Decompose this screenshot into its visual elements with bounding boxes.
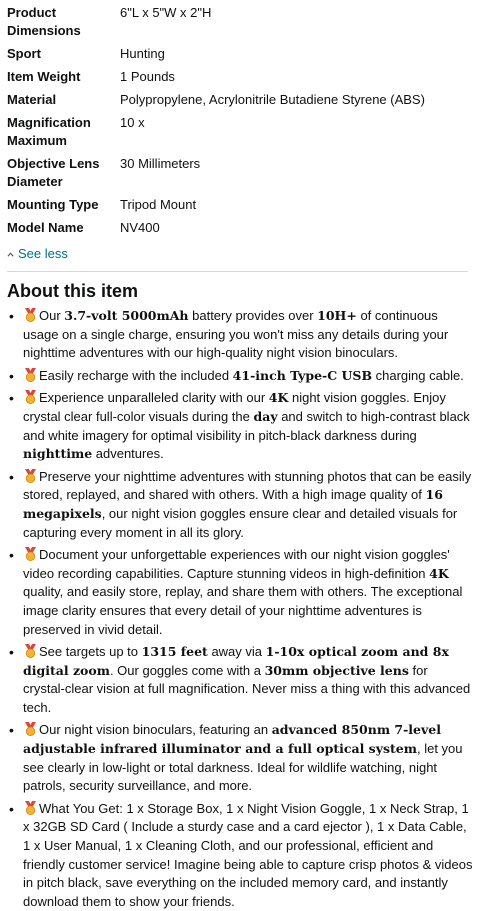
section-divider (7, 271, 468, 272)
bullet-text: for crystal-clear vision at full magnification. Never miss a thing with this advanced tech. (23, 662, 471, 715)
about-bullet (23, 367, 473, 386)
bullet-text: Experience unparalleled clarity with our (39, 390, 269, 406)
spec-value: Tripod Mount (120, 197, 197, 212)
bullet-text: Document your unforgettable experiences with our night vision goggles' video recording capabilities. Capture stunning videos in high-definition (23, 547, 450, 581)
bullet-highlight: nighttime (23, 446, 93, 462)
spec-value: Polypropylene, Acrylonitrile Butadiene Styrene (ABS) (120, 92, 425, 107)
bullet-highlight: 4K (429, 565, 449, 581)
about-bullet (23, 721, 473, 795)
bullet-highlight: advanced 850nm 7-level adjustable infrared illuminator and a full optical system (23, 722, 441, 757)
bullet-text: adventures. (92, 446, 164, 462)
bullet-highlight: 30mm objective lens (264, 662, 409, 678)
about-title: About this item (7, 281, 138, 301)
bullet-text: What You Get: 1 x Storage Box, 1 x Night Vision Goggle, 1 x Neck Strap, 1 x 32GB SD Card ( Include a sturdy case and a card ejector ), 1 x Data Cable, 1 x User Manual, 1 x Cleaning Cloth, and our professional, efficient and friendly customer service! Imagine being able to capture crisp photos & videos in pitch black, save everything on the included memory card, and instantly download them to show your friends. (23, 800, 473, 909)
spec-label: Material (7, 92, 57, 107)
about-bullet (23, 307, 473, 363)
bullet-text: charging cable. (372, 367, 464, 383)
see-less-label: See less (18, 246, 68, 261)
about-bullet (23, 468, 473, 542)
bullet-text: away via (207, 644, 266, 660)
spec-value: 6"L x 5"W x 2"H (120, 5, 212, 20)
medal-icon (23, 308, 38, 322)
see-less-link[interactable] (7, 245, 68, 263)
medal-icon (23, 547, 38, 561)
bullet-text: Easily recharge with the included (39, 367, 233, 383)
bullet-text: night vision goggles. Enjoy crystal clear full-color visuals during the (23, 390, 446, 424)
spec-value: 1 Pounds (120, 69, 175, 84)
bullet-highlight: 3.7-volt 5000mAh (64, 308, 189, 323)
bullet-highlight: 41-inch Type-C USB (232, 367, 373, 383)
bullet-highlight: 1315 feet (141, 644, 208, 660)
bullet-text: Our (39, 308, 65, 323)
spec-row (7, 45, 447, 68)
spec-row (7, 219, 447, 242)
chevron-up-icon (7, 251, 14, 258)
bullet-text: battery provides over (188, 308, 318, 323)
medal-icon (23, 722, 38, 736)
spec-row (7, 155, 447, 196)
spec-label: Mounting Type (7, 197, 99, 212)
spec-row (7, 114, 447, 155)
spec-label: Item Weight (7, 69, 81, 84)
bullet-text: Preserve your nighttime adventures with stunning photos that can be easily stored, replayed, and shared with others. With a high image quality of (23, 468, 472, 503)
spec-value: 10 x (120, 115, 145, 130)
about-bullet (23, 800, 473, 911)
spec-value: Hunting (120, 46, 165, 61)
bullet-text: and switch to high-contrast black and white imagery for optimal visibility in pitch-black darkness during (23, 408, 470, 443)
bullet-text: of continuous usage on a single charge, ensuring you won't miss any details during your nighttime adventures with our high-quality night vision binoculars. (23, 308, 449, 361)
spec-value: NV400 (120, 220, 160, 235)
bullet-text: . Our goggles come with a (109, 662, 265, 678)
bullet-text: , our night vision goggles ensure clear and detailed visuals for capturing every moment in all its glory. (23, 505, 458, 540)
medal-icon (23, 801, 38, 815)
specs-table (7, 4, 447, 242)
bullet-highlight: 10H+ (317, 308, 357, 323)
about-bullet (23, 546, 473, 639)
spec-label: Magnification Maximum (7, 115, 91, 148)
medal-icon (23, 390, 38, 404)
bullet-text: , let you see clearly in low-light or total darkness. Ideal for wildlife watching, night patrols, security surveillance, and more. (23, 741, 463, 794)
spec-row (7, 4, 447, 45)
medal-icon (23, 644, 38, 658)
spec-label: Sport (7, 46, 41, 61)
bullet-text: Our night vision binoculars, featuring an (39, 722, 272, 738)
bullet-text: See targets up to (39, 644, 142, 660)
about-bullets (7, 307, 473, 911)
about-bullet (23, 643, 473, 717)
bullet-highlight: day (253, 408, 278, 424)
bullet-text: quality, and easily store, replay, and share them with others. The exceptional image clarity ensures that every detail of your nighttime adventures is preserved in vivid detail. (23, 584, 463, 637)
spec-label: Product Dimensions (7, 5, 81, 38)
bullet-highlight: 1-10x optical zoom and 8x digital zoom (23, 644, 449, 678)
medal-icon (23, 469, 38, 483)
about-bullet (23, 389, 473, 463)
spec-row (7, 68, 447, 91)
bullet-highlight: 4K (268, 390, 289, 406)
spec-row (7, 196, 447, 219)
bullet-highlight: 16 megapixels (23, 487, 443, 521)
spec-row (7, 91, 447, 114)
spec-label: Model Name (7, 220, 84, 235)
spec-label: Objective Lens Diameter (7, 156, 100, 189)
spec-value: 30 Millimeters (120, 156, 201, 171)
medal-icon (23, 368, 38, 382)
